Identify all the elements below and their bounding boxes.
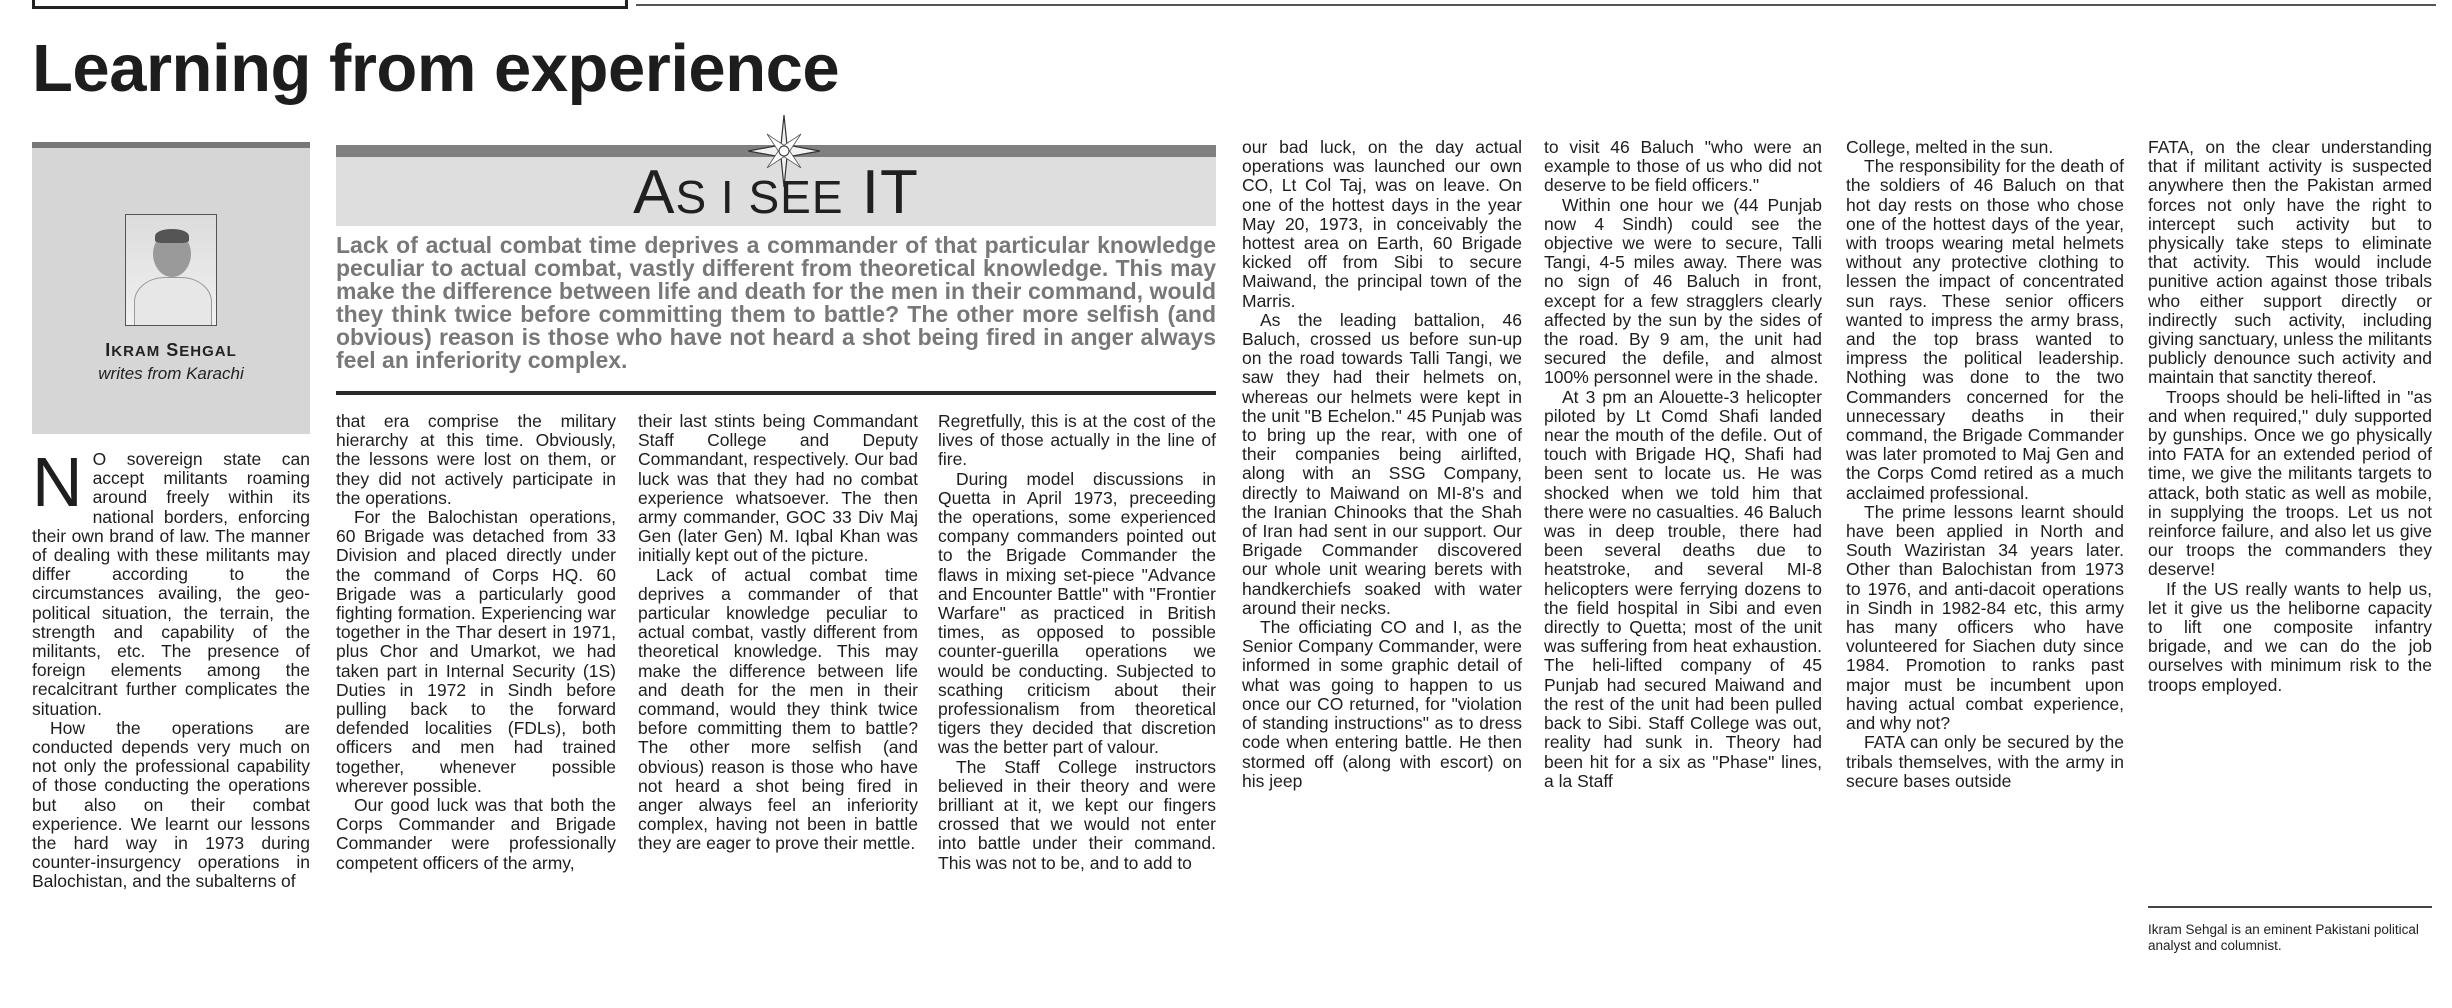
top-rule bbox=[636, 4, 2436, 6]
paragraph: Our good luck was that both the Corps Commander and Brigade Commander were professionally competent officers of the army, bbox=[336, 795, 616, 873]
article-column-5 bbox=[1242, 138, 1522, 996]
author-portrait bbox=[125, 214, 217, 326]
paragraph: FATA can only be secured by the tribals themselves, with the army in secure bases outside bbox=[1846, 732, 2124, 791]
paragraph: How the operations are conducted depends very much on not only the professional capability of those conducting the operations but also on their combat experience. We learnt our lessons the hard way in 1973 during counter-insurgency operations in Balochistan, and the subalterns of bbox=[32, 717, 310, 892]
article-column-3 bbox=[638, 412, 918, 996]
paragraph: Regretfully, this is at the cost of the lives of those actually in the line of fire. bbox=[938, 412, 1216, 470]
headline: Learning from experience bbox=[32, 31, 840, 106]
paragraph: The responsibility for the death of the soldiers of 46 Baluch on that hot day rests on those who chose one of the hottest days of the year, with troops wearing metal helmets without any protective clothing to lessen the impact of concentrated sun rays. These senior officers wanted to impress the army brass, and the top brass wanted to impress the political leadership. Nothing was done to the two Commanders concerned for the unnecessary deaths in their command, the Brigade Commander was later promoted to Maj Gen and the Corps Comd retired as a much acclaimed professional. bbox=[1846, 156, 2124, 503]
paragraph: If the US really wants to help us, let it give us the heliborne capacity to lift one composite infantry brigade, and we can do the job ourselves with minimum risk to the troops employed. bbox=[2148, 578, 2432, 695]
article-column-6 bbox=[1544, 138, 1822, 996]
paragraph: that era comprise the military hierarchy at this time. Obviously, the lessons were lost on them, or they did not actively participate in the operations. bbox=[336, 412, 616, 508]
paragraph: their last stints being Commandant Staff College and Deputy Commandant, respectively. Our bad luck was that they had no combat experience whatsoever. The then army commander, GOC 33 Div Maj Gen (later Gen) M. Iqbal Khan was initially kept out of the picture. bbox=[638, 412, 918, 566]
paragraph: FATA, on the clear understanding that if militant activity is suspected anywhere then the Pakistan armed forces not only have the right to intercept such activity but to physically take steps to eliminate that activity. This would include punitive action against those tribals who either support directly or indirectly such activity, including giving sanctuary, unless the militants publicly denounce such activity and maintain that sanctity thereof. bbox=[2148, 138, 2432, 388]
paragraph: O sovereign state can accept militants roaming around freely within its national borders, enforcing their own brand of law. The manner of dealing with these militants may differ according to the circumstances availing, the geo-political situation, the terrain, the strength and capability of the militants, etc. The presence of foreign elements among the recalcitrant further complicates the situation. bbox=[32, 450, 310, 719]
article-column-4 bbox=[938, 412, 1216, 996]
article-column-2 bbox=[336, 412, 616, 996]
paragraph: College, melted in the sun. bbox=[1846, 138, 2054, 157]
intro-rule bbox=[336, 391, 1216, 395]
article-column-8 bbox=[2148, 138, 2432, 898]
drop-cap: N bbox=[32, 450, 83, 521]
paragraph: The Staff College instructors believed in their theory and were brilliant at it, we kept our fingers crossed that we would not enter into battle under their command. This was not to be, and to add to bbox=[938, 756, 1216, 873]
paragraph: our bad luck, on the day actual operations was launched our own CO, Lt Col Taj, was on leave. On one of the hottest days in the year May 20, 1973, in conceivably the hottest area on Earth, 60 Brigade kicked off from Sibi to secure Maiwand, the principal town of the Marris. bbox=[1242, 138, 1522, 311]
author-name: IKRAM SEHGAL bbox=[105, 340, 237, 360]
top-frame-box bbox=[32, 0, 628, 9]
paragraph: During model discussions in Quetta in April 1973, preceeding the operations, some experienced company commanders pointed out to the Brigade Commander the flaws in mixing set-piece "Advance and Encounter Battle" with "Frontier Warfare" as practiced in British times, as opposed to possible counter-guerilla operations we would be conducting. Subjected to scathing criticism about their professionalism from theoretical tigers they decided that discretion was the better part of valour. bbox=[938, 468, 1216, 758]
paragraph: The officiating CO and I, as the Senior Company Commander, were informed in some graphic detail of what was going to happen to us once our CO returned, for "violation of standing instructions" as to dress code when entering battle. He then stormed off (along with escort) on his jeep bbox=[1242, 617, 1522, 791]
paragraph: to visit 46 Baluch "who were an example to those of us who did not deserve to be field officers." bbox=[1544, 138, 1822, 196]
intro-paragraph: Lack of actual combat time deprives a commander of that particular knowledge peculiar to actual combat, vastly different from theoretical knowledge. This may make the difference between life and death for the men in their command, would they think twice before committing them to battle? The other more selfish (and obvious) reason is those who have not heard a shot being fired in anger always feel an inferiority complex. bbox=[336, 232, 1216, 373]
author-box bbox=[32, 142, 310, 434]
paragraph: Within one hour we (44 Punjab now 4 Sindh) could see the objective we were to secure, Talli Tangi, 4-5 miles away. There was no sign of 46 Baluch in front, except for a few stragglers clearly affected by the sun by the sides of the road. By 9 am, the unit had secured the defile, and almost 100% personnel were in the shade. bbox=[1544, 194, 1822, 388]
end-rule bbox=[2148, 906, 2432, 908]
article-column-7 bbox=[1846, 138, 2124, 996]
paragraph: The prime lessons learnt should have been applied in North and South Waziristan 34 years later. Other than Balochistan from 1973 to 1976, and anti-dacoit operations in Sindh in 1982-84 etc, this army has many officers who have volunteered for Siachen duty since 1984. Promotion to ranks past major must be incumbent upon having actual combat experience, and why not? bbox=[1846, 501, 2124, 734]
paragraph: Lack of actual combat time deprives a commander of that particular knowledge peculiar to actual combat, vastly different from theoretical knowledge. This may make the difference between life and death for the men in their command, would they think twice before committing them to battle? The other more selfish (and obvious) reason is those who have not heard a shot being fired in anger always feel an inferiority complex, having not been in battle they are eager to prove their mettle. bbox=[638, 564, 918, 854]
author-bio: Ikram Sehgal is an eminent Pakistani political analyst and columnist. bbox=[2148, 922, 2419, 953]
paragraph: As the leading battalion, 46 Baluch, crossed us before sun-up on the road towards Talli Tangi, we saw they had their helmets on, whereas our helmets were kept in the unit "B Echelon." 45 Punjab was to bring up the rear, with one of their companies being airlifted, along with an SSG Company, directly to Maiwand on MI-8's and the Iranian Chinooks that the Shah of Iran had sent in our support. Our Brigade Commander discovered our whole unit wearing berets with handkerchiefs soaked with water around their necks. bbox=[1242, 309, 1522, 618]
column-banner-title: AS I SEE IT bbox=[633, 158, 919, 227]
paragraph: For the Balochistan operations, 60 Brigade was detached from 33 Division and placed directly under the command of Corps HQ. 60 Brigade was a particularly good fighting formation. Experiencing war together in the Thar desert in 1971, plus Chor and Umarkot, we had taken part in Internal Security (1S) Duties in 1972 in Sindh before pulling back to the forward defended localities (FDLs), both officers and men had trained together, whenever possible wherever possible. bbox=[336, 507, 616, 796]
article-column-1 bbox=[32, 450, 310, 996]
paragraph: Troops should be heli-lifted in "as and when required," duly supported by gunships. Once we go physically into FATA for an extended period of time, we give the militants targets to attack, both static as well as mobile, in supplying the troops. Let us not reinforce failure, and also let us give our troops the commanders they deserve! bbox=[2148, 386, 2432, 580]
paragraph: At 3 pm an Alouette-3 helicopter piloted by Lt Comd Shafi landed near the mouth of the defile. Out of touch with Brigade HQ, Shafi had been sent to locate us. He was shocked when we told him that there were no casualties. 46 Baluch was in deep trouble, there had been several deaths due to heatstroke, and several MI-8 helicopters were ferrying dozens to the field hospital in Sibi and even directly to Quetta; most of the unit was suffering from heat exhaustion. The heli-lifted company of 45 Punjab had secured Maiwand and the rest of the unit had been pulled back to Sibi. Staff College was out, reality had sunk in. Theory had been hit for a six as "Phase" lines, a la Staff bbox=[1544, 386, 1822, 791]
author-byline: writes from Karachi bbox=[98, 364, 244, 383]
